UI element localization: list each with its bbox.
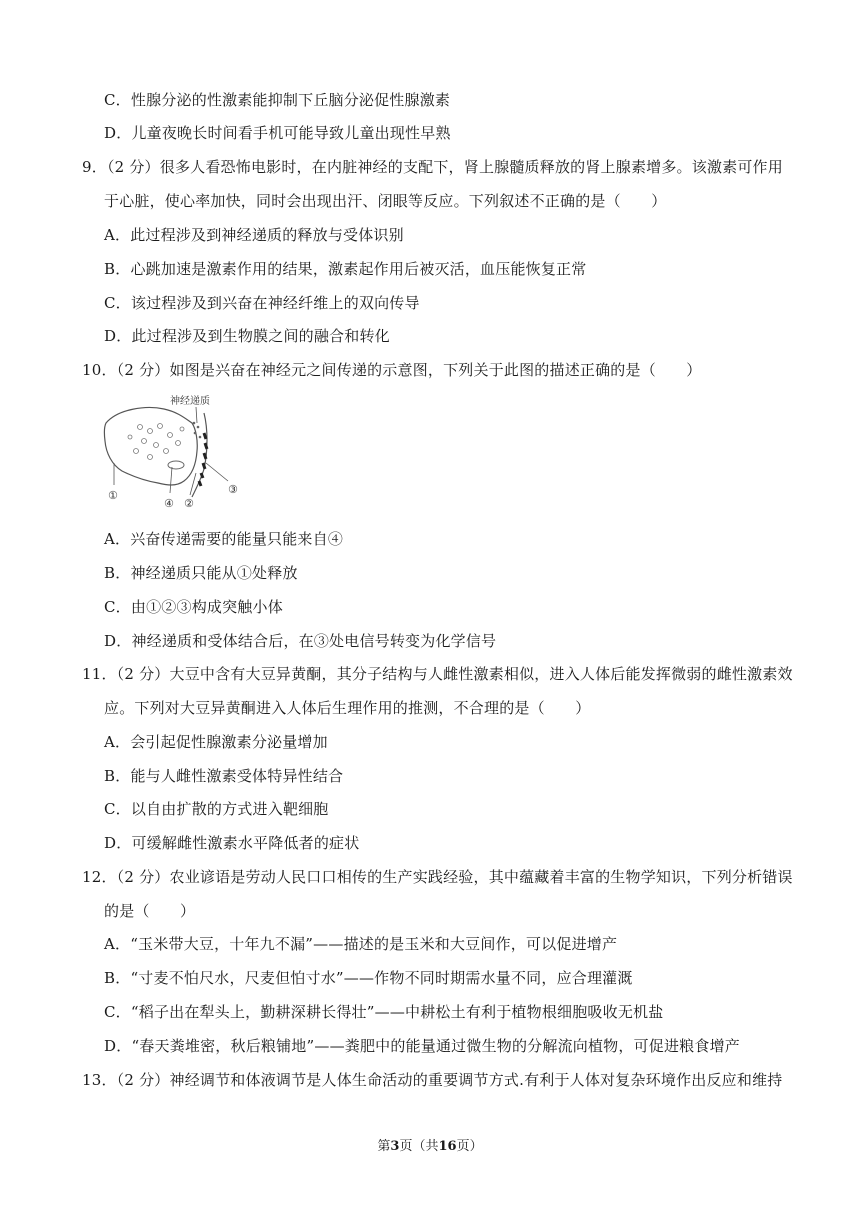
q9-stem-continued: 于心脏，使心率加快，同时会出现出汗、闭眼等反应。下列叙述不正确的是（ ） bbox=[104, 192, 667, 210]
q10-option-b: B．神经递质只能从①处释放 bbox=[104, 564, 298, 582]
q8-option-d: D．儿童夜晚长时间看手机可能导致儿童出现性早熟 bbox=[104, 124, 451, 142]
synaptic-vesicles bbox=[128, 424, 184, 460]
q12-option-b: B．“寸麦不怕尺水，尺麦但怕寸水”——作物不同时期需水量不同，应合理灌溉 bbox=[104, 969, 633, 987]
footer-prefix: 第 bbox=[377, 1139, 391, 1154]
mitochondrion bbox=[168, 461, 184, 469]
q9-option-c: C．该过程涉及到兴奋在神经纤维上的双向传导 bbox=[104, 294, 420, 312]
footer-suffix: 页） bbox=[456, 1139, 483, 1154]
q12-stem: 12．（2 分）农业谚语是劳动人民口口相传的生产实践经验，其中蕴藏着丰富的生物学知识，下列分析错误 bbox=[82, 868, 793, 886]
q11-option-b: B．能与人雌性激素受体特异性结合 bbox=[104, 767, 344, 785]
q9-option-a: A．此过程涉及到神经递质的释放与受体识别 bbox=[104, 226, 404, 244]
q11-stem-continued: 应。下列对大豆异黄酮进入人体后生理作用的推测，不合理的是（ ） bbox=[104, 699, 591, 717]
pointer-3 bbox=[206, 463, 228, 481]
q10-option-c: C．由①②③构成突触小体 bbox=[104, 598, 283, 616]
synapse-diagram bbox=[100, 393, 246, 509]
q12-option-d: D．“春天粪堆密，秋后粮铺地”——粪肥中的能量通过微生物的分解流向植物，可促进粮食增产 bbox=[104, 1037, 740, 1055]
presynaptic-membrane bbox=[104, 408, 197, 485]
q9-stem: 9．（2 分）很多人看恐怖电影时，在内脏神经的支配下，肾上腺髓质释放的肾上腺素增多。该激素可作用 bbox=[82, 158, 783, 176]
title-pointer bbox=[196, 407, 197, 423]
q12-option-c: C．“稻子出在犁头上，勤耕深耕长得壮”——中耕松土有利于植物根细胞吸收无机盐 bbox=[104, 1003, 664, 1021]
footer-total-pages: 16 bbox=[438, 1139, 457, 1154]
label-3: ③ bbox=[228, 483, 238, 496]
q11-option-c: C．以自由扩散的方式进入靶细胞 bbox=[104, 800, 329, 818]
label-2: ② bbox=[184, 497, 194, 509]
q9-option-b: B．心跳加速是激素作用的结果，激素起作用后被灭活，血压能恢复正常 bbox=[104, 260, 587, 278]
label-4: ④ bbox=[164, 497, 174, 509]
q8-option-c: C．性腺分泌的性激素能抑制下丘脑分泌促性腺激素 bbox=[104, 91, 451, 109]
figure-title: 神经递质 bbox=[170, 396, 210, 407]
q9-option-d: D．此过程涉及到生物膜之间的融合和转化 bbox=[104, 327, 390, 345]
q11-stem: 11．（2 分）大豆中含有大豆异黄酮，其分子结构与人雌性激素相似，进入人体后能发挥微弱的雌性激素效 bbox=[82, 665, 793, 683]
q10-stem: 10．（2 分）如图是兴奋在神经元之间传递的示意图，下列关于此图的描述正确的是（ ） bbox=[82, 361, 702, 379]
q12-stem-continued: 的是（ ） bbox=[104, 902, 196, 920]
q10-option-d: D．神经递质和受体结合后，在③处电信号转变为化学信号 bbox=[104, 632, 497, 650]
q12-option-a: A．“玉米带大豆，十年九不漏”——描述的是玉米和大豆间作，可以促进增产 bbox=[104, 935, 618, 953]
q11-option-a: A．会引起促性腺激素分泌量增加 bbox=[104, 733, 328, 751]
pointer-4 bbox=[170, 467, 172, 493]
q11-option-d: D．可缓解雌性激素水平降低者的症状 bbox=[104, 834, 360, 852]
q10-option-a: A．兴奋传递需要的能量只能来自④ bbox=[104, 530, 344, 548]
q13-stem: 13．（2 分）神经调节和体液调节是人体生命活动的重要调节方式.有利于人体对复杂环境作出反应和维持 bbox=[82, 1071, 783, 1089]
footer-page-number: 3 bbox=[390, 1139, 400, 1154]
footer-mid: 页（共 bbox=[399, 1139, 439, 1154]
page-footer bbox=[0, 1138, 860, 1156]
label-1: ① bbox=[108, 489, 118, 502]
